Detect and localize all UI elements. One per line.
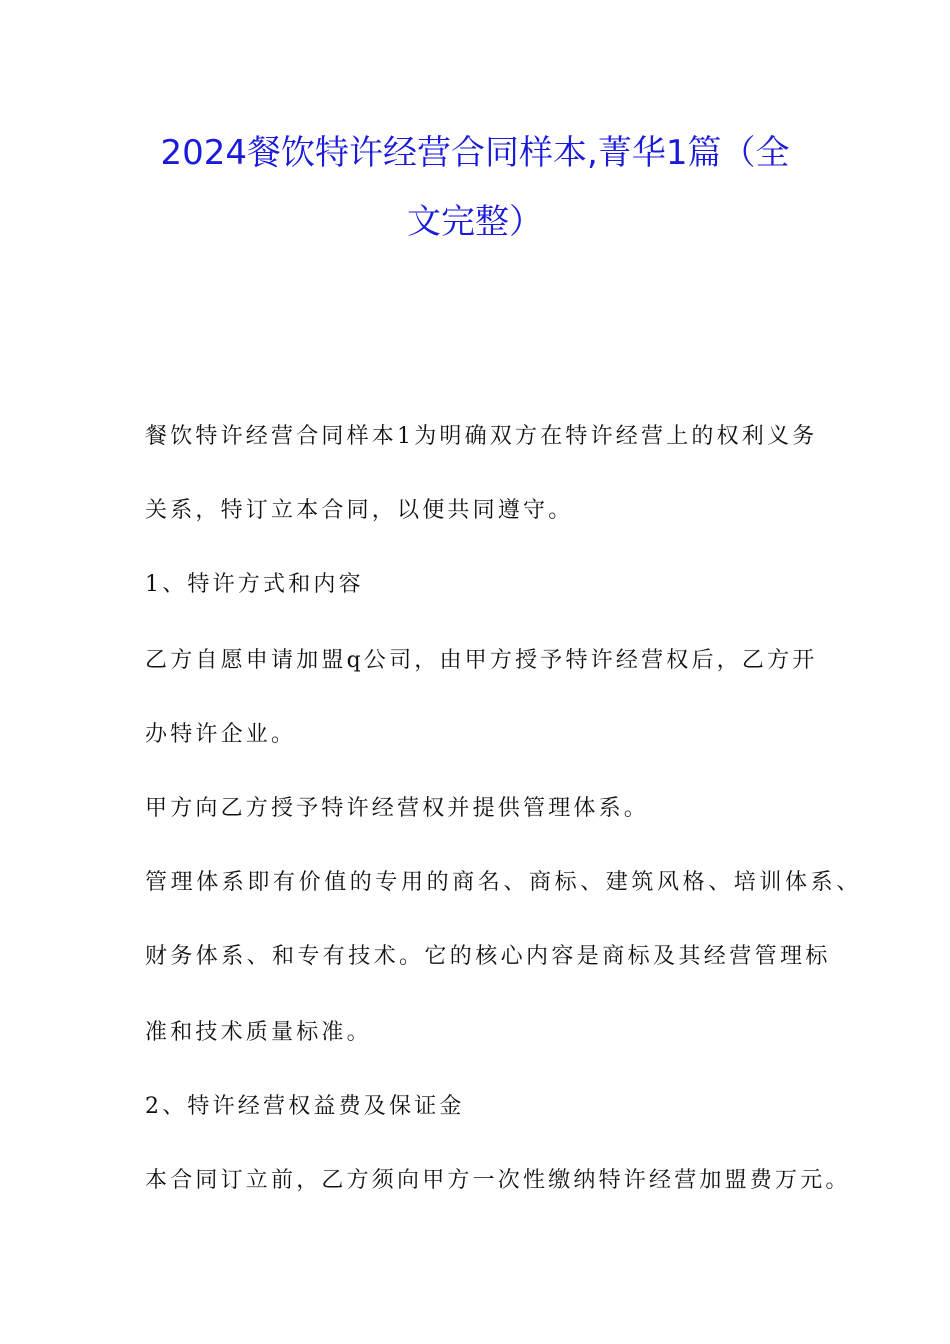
body-text-line: 甲方向乙方授予特许经营权并提供管理体系。 xyxy=(145,796,650,821)
body-text-line: 乙方自愿申请加盟q公司，由甲方授予特许经营权后，乙方开 xyxy=(145,648,818,673)
body-text-line: 财务体系、和专有技术。它的核心内容是商标及其经营管理标 xyxy=(145,944,831,969)
section-heading: 1、特许方式和内容 xyxy=(145,572,364,597)
body-text-line: 管理体系即有价值的专用的商名、商标、建筑风格、培训体系、 xyxy=(145,870,862,895)
body-text-line: 餐饮特许经营合同样本1为明确双方在特许经营上的权利义务 xyxy=(145,424,818,449)
body-text-line: 本合同订立前，乙方须向甲方一次性缴纳特许经营加盟费万元。 xyxy=(145,1168,851,1193)
body-text-line: 准和技术质量标准。 xyxy=(145,1020,372,1045)
document-title-line-2: 文完整） xyxy=(407,202,543,242)
body-text-line: 办特许企业。 xyxy=(145,722,297,747)
body-text-line: 关系，特订立本合同，以便共同遵守。 xyxy=(145,498,574,523)
section-heading: 2、特许经营权益费及保证金 xyxy=(145,1094,465,1119)
document-title-line-1: 2024餐饮特许经营合同样本,菁华1篇（全 xyxy=(160,133,790,173)
